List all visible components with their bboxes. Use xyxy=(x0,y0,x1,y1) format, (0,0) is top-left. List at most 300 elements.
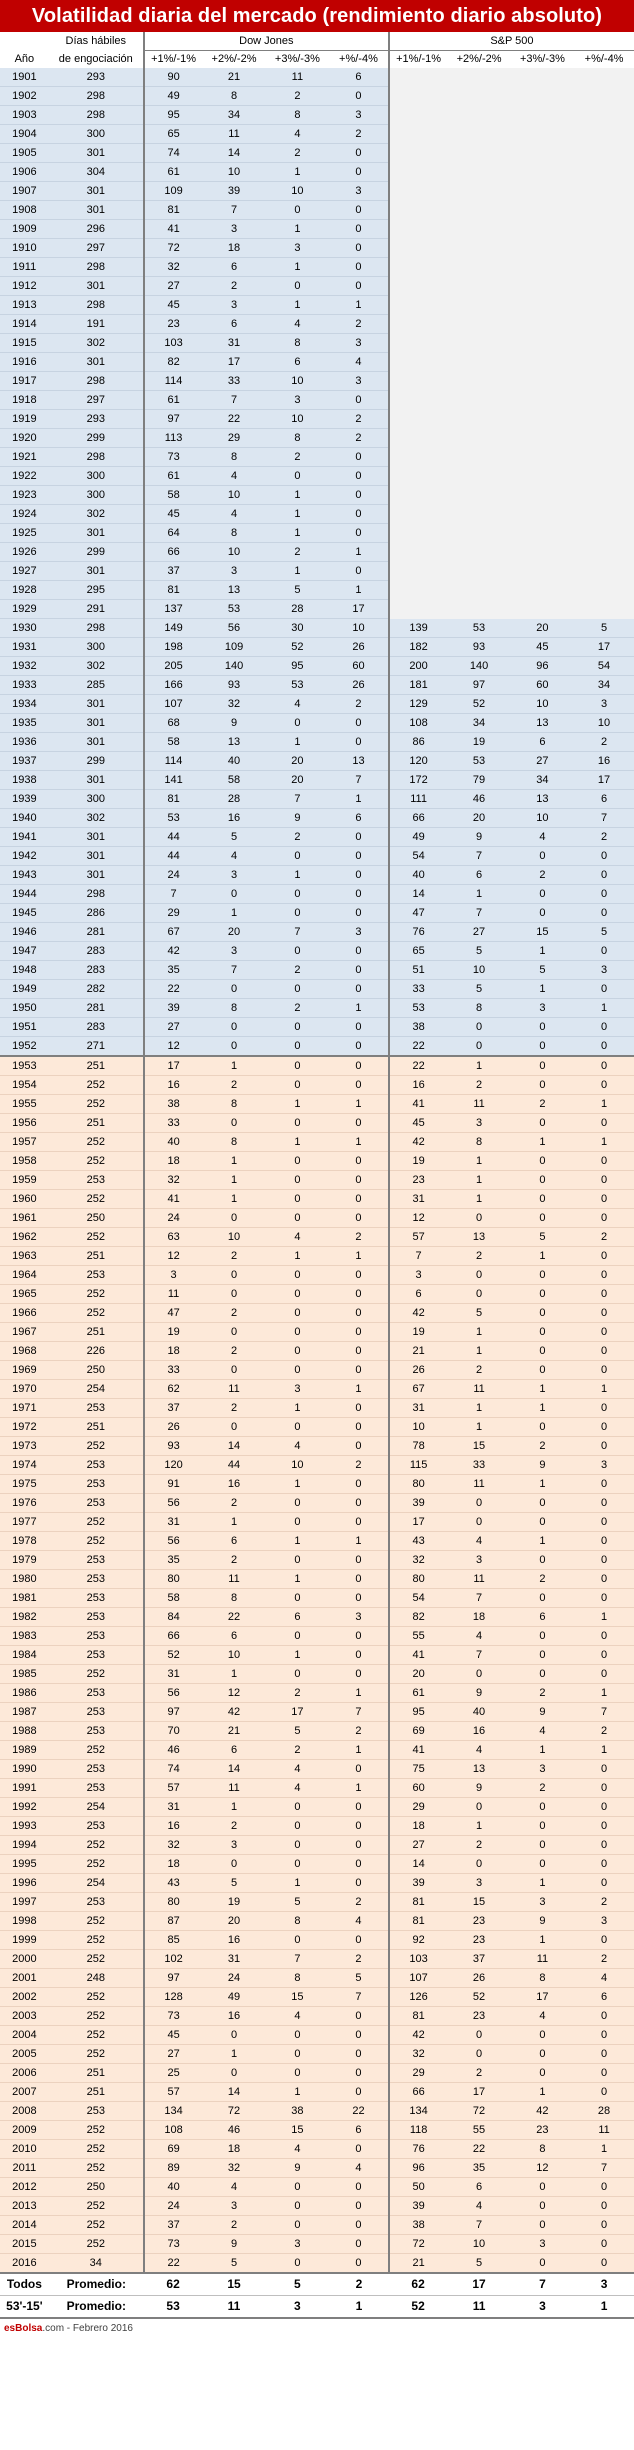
cell-dj-4: 6 xyxy=(329,809,389,828)
table-row xyxy=(0,410,634,429)
cell-dj-4: 1 xyxy=(329,1380,389,1399)
cell-dj-2: 2 xyxy=(202,1304,265,1323)
cell-sp-3: 0 xyxy=(511,1589,574,1608)
table-row xyxy=(0,486,634,505)
cell-dj-4: 0 xyxy=(329,2045,389,2064)
table-row xyxy=(0,1969,634,1988)
cell-dj-1: 19 xyxy=(144,1323,203,1342)
cell-sp-1: 38 xyxy=(389,2216,448,2235)
cell-days: 253 xyxy=(49,1494,144,1513)
cell-sp-2: 53 xyxy=(447,752,510,771)
cell-dj-3: 0 xyxy=(266,714,329,733)
cell-dj-3: 8 xyxy=(266,1969,329,1988)
cell-sp-3: 0 xyxy=(511,1513,574,1532)
cell-sp-3: 10 xyxy=(511,809,574,828)
cell-dj-4: 0 xyxy=(329,1018,389,1037)
cell-dj-2: 7 xyxy=(202,391,265,410)
cell-sp-1 xyxy=(389,125,448,144)
cell-dj-4: 0 xyxy=(329,904,389,923)
table-row xyxy=(0,1399,634,1418)
cell-dj-1: 27 xyxy=(144,1018,203,1037)
cell-year: 1910 xyxy=(0,239,49,258)
cell-sp-2 xyxy=(447,87,510,106)
cell-sp-3 xyxy=(511,296,574,315)
cell-year: 1937 xyxy=(0,752,49,771)
cell-year: 1915 xyxy=(0,334,49,353)
cell-sp-3: 0 xyxy=(511,1817,574,1836)
cell-sp-4: 3 xyxy=(574,1456,634,1475)
cell-dj-3: 20 xyxy=(266,771,329,790)
cell-dj-3: 0 xyxy=(266,1056,329,1076)
cell-sp-4: 1 xyxy=(574,1608,634,1627)
cell-sp-4: 0 xyxy=(574,2064,634,2083)
table-row xyxy=(0,163,634,182)
cell-dj-4: 4 xyxy=(329,1912,389,1931)
cell-dj-4: 6 xyxy=(329,2121,389,2140)
cell-dj-1: 81 xyxy=(144,790,203,809)
cell-year: 1924 xyxy=(0,505,49,524)
cell-sp-3: 0 xyxy=(511,1285,574,1304)
cell-dj-2: 8 xyxy=(202,87,265,106)
cell-dj-2: 58 xyxy=(202,771,265,790)
cell-dj-1: 87 xyxy=(144,1912,203,1931)
summary-dj-2: 11 xyxy=(202,2296,265,2319)
cell-dj-2: 93 xyxy=(202,676,265,695)
cell-dj-2: 20 xyxy=(202,923,265,942)
cell-dj-4: 1 xyxy=(329,790,389,809)
table-row xyxy=(0,334,634,353)
cell-sp-2: 1 xyxy=(447,1817,510,1836)
cell-dj-1: 22 xyxy=(144,2254,203,2274)
cell-dj-1: 22 xyxy=(144,980,203,999)
table-row xyxy=(0,1494,634,1513)
cell-dj-1: 37 xyxy=(144,562,203,581)
table-row xyxy=(0,942,634,961)
cell-dj-1: 65 xyxy=(144,125,203,144)
cell-dj-3: 1 xyxy=(266,1475,329,1494)
cell-sp-3: 5 xyxy=(511,1228,574,1247)
cell-sp-2: 40 xyxy=(447,1703,510,1722)
cell-days: 252 xyxy=(49,1988,144,2007)
cell-sp-3 xyxy=(511,467,574,486)
table-row xyxy=(0,1741,634,1760)
cell-days: 302 xyxy=(49,334,144,353)
cell-days: 252 xyxy=(49,1513,144,1532)
cell-sp-2 xyxy=(447,277,510,296)
cell-sp-2: 0 xyxy=(447,1513,510,1532)
cell-dj-1: 23 xyxy=(144,315,203,334)
cell-sp-2: 5 xyxy=(447,942,510,961)
table-row xyxy=(0,87,634,106)
cell-dj-4: 0 xyxy=(329,1114,389,1133)
cell-sp-4 xyxy=(574,258,634,277)
cell-dj-2: 2 xyxy=(202,1817,265,1836)
cell-dj-1: 25 xyxy=(144,2064,203,2083)
cell-sp-1 xyxy=(389,524,448,543)
cell-dj-3: 2 xyxy=(266,448,329,467)
cell-dj-3: 10 xyxy=(266,182,329,201)
cell-sp-2 xyxy=(447,600,510,619)
cell-dj-2: 3 xyxy=(202,1836,265,1855)
cell-dj-2: 11 xyxy=(202,1380,265,1399)
cell-sp-4: 6 xyxy=(574,790,634,809)
cell-sp-2: 23 xyxy=(447,1912,510,1931)
cell-dj-2: 10 xyxy=(202,486,265,505)
cell-sp-3: 3 xyxy=(511,1760,574,1779)
table-row xyxy=(0,2254,634,2274)
cell-dj-2: 3 xyxy=(202,866,265,885)
cell-year: 1955 xyxy=(0,1095,49,1114)
table-row xyxy=(0,1475,634,1494)
cell-dj-1: 45 xyxy=(144,296,203,315)
cell-sp-4: 0 xyxy=(574,2083,634,2102)
cell-dj-3: 0 xyxy=(266,1627,329,1646)
cell-days: 252 xyxy=(49,1228,144,1247)
cell-sp-1 xyxy=(389,505,448,524)
summary-sp-2: 11 xyxy=(447,2296,510,2319)
cell-dj-3: 0 xyxy=(266,2216,329,2235)
cell-dj-2: 6 xyxy=(202,1532,265,1551)
cell-dj-1: 73 xyxy=(144,2007,203,2026)
cell-days: 253 xyxy=(49,1570,144,1589)
cell-dj-4: 0 xyxy=(329,980,389,999)
cell-sp-1: 31 xyxy=(389,1399,448,1418)
cell-year: 1936 xyxy=(0,733,49,752)
cell-days: 298 xyxy=(49,372,144,391)
cell-days: 301 xyxy=(49,847,144,866)
table-row xyxy=(0,714,634,733)
cell-dj-3: 1 xyxy=(266,1247,329,1266)
cell-sp-2: 0 xyxy=(447,1285,510,1304)
cell-dj-3: 1 xyxy=(266,296,329,315)
cell-sp-4: 0 xyxy=(574,1589,634,1608)
cell-dj-3: 5 xyxy=(266,581,329,600)
cell-days: 252 xyxy=(49,1912,144,1931)
cell-dj-1: 7 xyxy=(144,885,203,904)
cell-sp-1: 66 xyxy=(389,2083,448,2102)
cell-sp-2 xyxy=(447,144,510,163)
cell-sp-4 xyxy=(574,125,634,144)
cell-dj-2: 33 xyxy=(202,372,265,391)
cell-sp-1 xyxy=(389,182,448,201)
cell-dj-2: 42 xyxy=(202,1703,265,1722)
cell-dj-3: 4 xyxy=(266,2007,329,2026)
cell-sp-3 xyxy=(511,543,574,562)
cell-days: 301 xyxy=(49,524,144,543)
table-row xyxy=(0,2064,634,2083)
cell-sp-3: 0 xyxy=(511,1018,574,1037)
cell-sp-2: 1 xyxy=(447,1056,510,1076)
cell-dj-3: 0 xyxy=(266,2064,329,2083)
cell-sp-2: 52 xyxy=(447,695,510,714)
cell-dj-2: 32 xyxy=(202,2159,265,2178)
cell-dj-3: 0 xyxy=(266,1798,329,1817)
cell-sp-2: 26 xyxy=(447,1969,510,1988)
cell-sp-2: 0 xyxy=(447,1665,510,1684)
cell-dj-4: 0 xyxy=(329,885,389,904)
cell-days: 253 xyxy=(49,1779,144,1798)
cell-dj-3: 8 xyxy=(266,1912,329,1931)
cell-dj-3: 11 xyxy=(266,68,329,87)
table-row xyxy=(0,923,634,942)
cell-dj-3: 1 xyxy=(266,1570,329,1589)
cell-days: 252 xyxy=(49,1855,144,1874)
cell-dj-4: 0 xyxy=(329,1570,389,1589)
cell-dj-3: 2 xyxy=(266,1741,329,1760)
cell-dj-1: 114 xyxy=(144,372,203,391)
cell-sp-1 xyxy=(389,581,448,600)
cell-sp-1: 54 xyxy=(389,1589,448,1608)
cell-sp-1: 6 xyxy=(389,1285,448,1304)
cell-dj-1: 68 xyxy=(144,714,203,733)
table-row xyxy=(0,1855,634,1874)
cell-sp-3: 0 xyxy=(511,1152,574,1171)
cell-dj-3: 2 xyxy=(266,144,329,163)
cell-dj-4: 0 xyxy=(329,1361,389,1380)
cell-sp-1: 21 xyxy=(389,2254,448,2274)
cell-year: 1925 xyxy=(0,524,49,543)
cell-dj-3: 4 xyxy=(266,2140,329,2159)
cell-dj-4: 0 xyxy=(329,1266,389,1285)
cell-dj-2: 3 xyxy=(202,296,265,315)
table-row xyxy=(0,1361,634,1380)
cell-days: 300 xyxy=(49,790,144,809)
cell-sp-3: 0 xyxy=(511,2197,574,2216)
cell-dj-3: 0 xyxy=(266,1551,329,1570)
cell-sp-3: 9 xyxy=(511,1456,574,1475)
cell-sp-1: 42 xyxy=(389,1133,448,1152)
cell-dj-3: 4 xyxy=(266,1228,329,1247)
cell-sp-4: 3 xyxy=(574,695,634,714)
cell-sp-1: 23 xyxy=(389,1171,448,1190)
cell-sp-3: 2 xyxy=(511,1684,574,1703)
cell-sp-1: 134 xyxy=(389,2102,448,2121)
table-row xyxy=(0,638,634,657)
table-row xyxy=(0,182,634,201)
cell-year: 1919 xyxy=(0,410,49,429)
cell-sp-4: 0 xyxy=(574,1056,634,1076)
cell-dj-3: 8 xyxy=(266,334,329,353)
cell-dj-2: 34 xyxy=(202,106,265,125)
cell-dj-1: 41 xyxy=(144,220,203,239)
cell-dj-1: 35 xyxy=(144,1551,203,1570)
cell-dj-3: 0 xyxy=(266,1190,329,1209)
cell-dj-3: 7 xyxy=(266,1950,329,1969)
cell-year: 1960 xyxy=(0,1190,49,1209)
cell-year: 1947 xyxy=(0,942,49,961)
dj-range-4-header: +%/-4% xyxy=(329,51,389,69)
cell-dj-2: 3 xyxy=(202,2197,265,2216)
cell-dj-4: 0 xyxy=(329,1798,389,1817)
cell-sp-3: 1 xyxy=(511,1380,574,1399)
cell-sp-4: 0 xyxy=(574,1247,634,1266)
table-row xyxy=(0,1018,634,1037)
cell-year: 1994 xyxy=(0,1836,49,1855)
cell-days: 226 xyxy=(49,1342,144,1361)
cell-dj-3: 6 xyxy=(266,353,329,372)
cell-dj-1: 3 xyxy=(144,1266,203,1285)
cell-sp-2 xyxy=(447,524,510,543)
cell-days: 252 xyxy=(49,1741,144,1760)
cell-year: 1951 xyxy=(0,1018,49,1037)
cell-dj-2: 72 xyxy=(202,2102,265,2121)
cell-sp-1: 22 xyxy=(389,1056,448,1076)
cell-sp-4: 2 xyxy=(574,1722,634,1741)
cell-days: 282 xyxy=(49,980,144,999)
cell-dj-4: 0 xyxy=(329,220,389,239)
cell-dj-4: 22 xyxy=(329,2102,389,2121)
cell-days: 251 xyxy=(49,1323,144,1342)
cell-sp-4: 0 xyxy=(574,1779,634,1798)
cell-year: 1953 xyxy=(0,1056,49,1076)
table-row xyxy=(0,1665,634,1684)
cell-year: 1978 xyxy=(0,1532,49,1551)
table-row xyxy=(0,2121,634,2140)
cell-dj-1: 33 xyxy=(144,1361,203,1380)
table-row xyxy=(0,68,634,87)
cell-dj-2: 5 xyxy=(202,828,265,847)
cell-sp-3 xyxy=(511,239,574,258)
cell-year: 1962 xyxy=(0,1228,49,1247)
table-row xyxy=(0,1056,634,1076)
cell-sp-2: 0 xyxy=(447,2045,510,2064)
cell-dj-4: 2 xyxy=(329,1893,389,1912)
cell-sp-3 xyxy=(511,201,574,220)
cell-dj-1: 103 xyxy=(144,334,203,353)
cell-sp-3: 96 xyxy=(511,657,574,676)
cell-sp-2: 0 xyxy=(447,1266,510,1285)
cell-sp-3: 8 xyxy=(511,1969,574,1988)
cell-sp-3: 0 xyxy=(511,1076,574,1095)
cell-dj-1: 102 xyxy=(144,1950,203,1969)
cell-year: 2008 xyxy=(0,2102,49,2121)
cell-year: 1912 xyxy=(0,277,49,296)
cell-sp-2: 8 xyxy=(447,999,510,1018)
table-row xyxy=(0,1304,634,1323)
cell-sp-3: 0 xyxy=(511,1266,574,1285)
cell-dj-2: 10 xyxy=(202,1646,265,1665)
cell-sp-3: 0 xyxy=(511,2026,574,2045)
cell-days: 253 xyxy=(49,1646,144,1665)
cell-year: 1922 xyxy=(0,467,49,486)
cell-sp-4: 7 xyxy=(574,2159,634,2178)
cell-year: 1928 xyxy=(0,581,49,600)
cell-sp-3: 0 xyxy=(511,1304,574,1323)
cell-sp-1: 182 xyxy=(389,638,448,657)
cell-sp-4: 0 xyxy=(574,904,634,923)
table-row xyxy=(0,1380,634,1399)
cell-sp-2: 5 xyxy=(447,2254,510,2274)
cell-sp-4: 0 xyxy=(574,1627,634,1646)
cell-dj-4: 2 xyxy=(329,1722,389,1741)
cell-dj-1: 16 xyxy=(144,1076,203,1095)
table-row xyxy=(0,1931,634,1950)
cell-dj-1: 97 xyxy=(144,410,203,429)
cell-dj-1: 61 xyxy=(144,391,203,410)
cell-dj-4: 0 xyxy=(329,1076,389,1095)
cell-sp-1: 33 xyxy=(389,980,448,999)
cell-year: 1902 xyxy=(0,87,49,106)
cell-dj-2: 46 xyxy=(202,2121,265,2140)
cell-dj-1: 39 xyxy=(144,999,203,1018)
cell-sp-3: 17 xyxy=(511,1988,574,2007)
cell-sp-4: 0 xyxy=(574,2235,634,2254)
cell-dj-1: 29 xyxy=(144,904,203,923)
cell-dj-2: 7 xyxy=(202,961,265,980)
cell-sp-3: 0 xyxy=(511,847,574,866)
cell-sp-1 xyxy=(389,258,448,277)
cell-days: 252 xyxy=(49,2026,144,2045)
cell-days: 301 xyxy=(49,866,144,885)
cell-dj-1: 57 xyxy=(144,2083,203,2102)
cell-dj-4: 0 xyxy=(329,2064,389,2083)
cell-dj-1: 37 xyxy=(144,2216,203,2235)
cell-sp-3 xyxy=(511,524,574,543)
cell-dj-2: 16 xyxy=(202,2007,265,2026)
cell-dj-2: 39 xyxy=(202,182,265,201)
cell-year: 1945 xyxy=(0,904,49,923)
cell-days: 252 xyxy=(49,2216,144,2235)
cell-sp-2: 15 xyxy=(447,1437,510,1456)
cell-sp-1: 41 xyxy=(389,1646,448,1665)
summary-avg-label: Promedio: xyxy=(49,2273,144,2296)
cell-dj-2: 6 xyxy=(202,1741,265,1760)
cell-dj-2: 2 xyxy=(202,1494,265,1513)
table-row xyxy=(0,1323,634,1342)
cell-sp-3 xyxy=(511,87,574,106)
cell-dj-2: 31 xyxy=(202,334,265,353)
cell-sp-2: 27 xyxy=(447,923,510,942)
cell-sp-3 xyxy=(511,448,574,467)
cell-sp-4 xyxy=(574,334,634,353)
table-row xyxy=(0,2140,634,2159)
cell-sp-4: 0 xyxy=(574,1532,634,1551)
cell-days: 252 xyxy=(49,1532,144,1551)
cell-dj-3: 0 xyxy=(266,2045,329,2064)
cell-dj-3: 1 xyxy=(266,1133,329,1152)
cell-dj-1: 46 xyxy=(144,1741,203,1760)
table-row xyxy=(0,505,634,524)
table-row xyxy=(0,1627,634,1646)
table-row xyxy=(0,258,634,277)
cell-dj-3: 1 xyxy=(266,258,329,277)
summary-sp-2: 17 xyxy=(447,2273,510,2296)
cell-days: 252 xyxy=(49,1190,144,1209)
cell-sp-4: 0 xyxy=(574,1076,634,1095)
cell-sp-4: 6 xyxy=(574,1988,634,2007)
cell-days: 253 xyxy=(49,1893,144,1912)
cell-dj-2: 0 xyxy=(202,1361,265,1380)
cell-sp-1: 95 xyxy=(389,1703,448,1722)
cell-dj-4: 7 xyxy=(329,1703,389,1722)
cell-sp-1: 50 xyxy=(389,2178,448,2197)
cell-dj-4: 0 xyxy=(329,524,389,543)
summary-row-53-15 xyxy=(0,2296,634,2319)
cell-dj-2: 2 xyxy=(202,1399,265,1418)
table-row xyxy=(0,1342,634,1361)
cell-days: 252 xyxy=(49,2159,144,2178)
cell-dj-4: 0 xyxy=(329,1190,389,1209)
table-row xyxy=(0,676,634,695)
cell-sp-1: 69 xyxy=(389,1722,448,1741)
cell-dj-4: 60 xyxy=(329,657,389,676)
table-row xyxy=(0,2007,634,2026)
cell-sp-1: 38 xyxy=(389,1018,448,1037)
summary-label: Todos xyxy=(0,2273,49,2296)
cell-sp-4: 0 xyxy=(574,1570,634,1589)
cell-dj-1: 57 xyxy=(144,1779,203,1798)
cell-sp-4: 0 xyxy=(574,1361,634,1380)
